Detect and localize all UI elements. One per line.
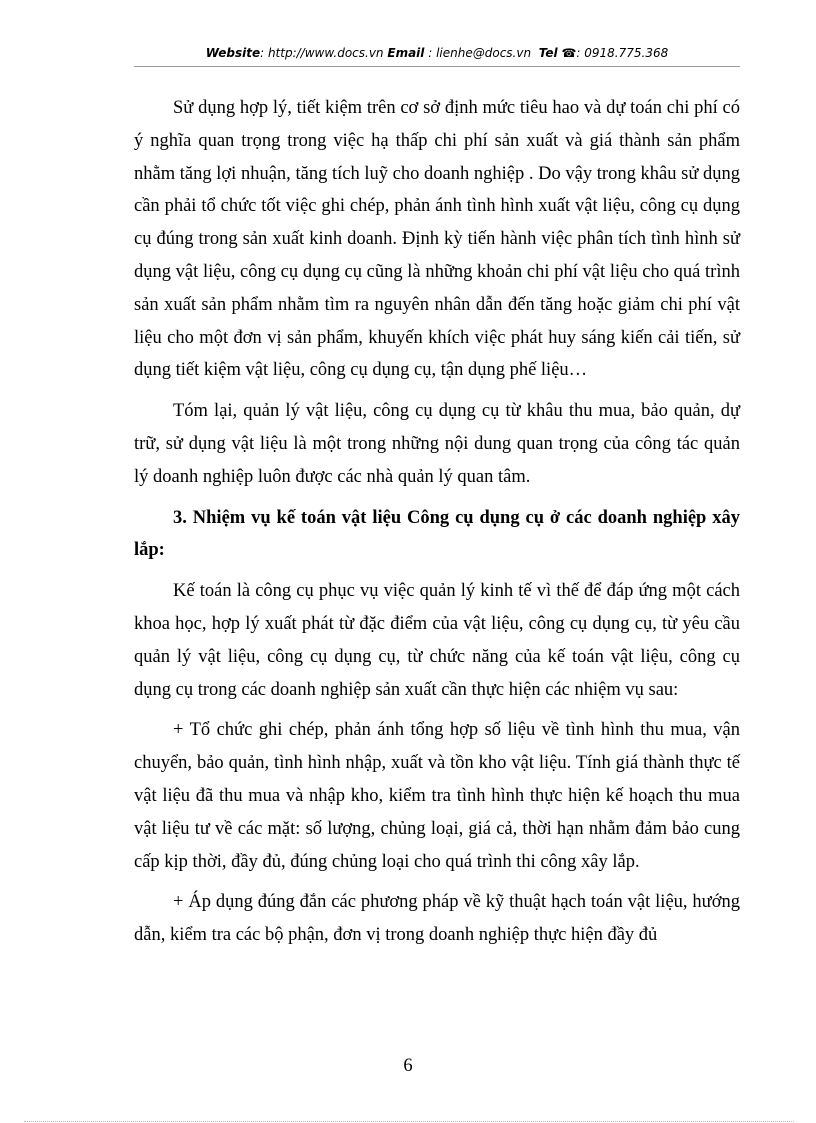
- email-value: : lienhe@docs.vn: [428, 46, 532, 60]
- paragraph: Tóm lại, quản lý vật liệu, công cụ dụng cụ từ khâu thu mua, bảo quản, dự trữ, sử dụng vật liệu là một trong những nội dung quan trọng của công tác quản lý doanh nghiệp luôn được các nhà quản lý quan tâm.: [134, 401, 740, 487]
- footer-divider: [24, 1121, 794, 1122]
- paragraph: + Tổ chức ghi chép, phản ánh tổng hợp số liệu về tình hình thu mua, vận chuyển, bảo quản, tình hình nhập, xuất và tồn kho vật liệu. Tính giá thành thực tế vật liệu đã thu mua và nhập kho, kiểm tra tình hình thực hiện kế hoạch thu mua vật liệu tư về các mặt: số lượng, chủng loại, giá cả, thời hạn nhằm đảm bảo cung cấp kịp thời, đầy đủ, đúng chủng loại cho quá trình thi công xây lắp.: [134, 720, 740, 872]
- paragraph: Sử dụng hợp lý, tiết kiệm trên cơ sở định mức tiêu hao và dự toán chi phí có ý nghĩa quan trọng trong việc hạ thấp chi phí sản xuất và giá thành sản phẩm nhằm tăng lợi nhuận, tăng tích luỹ cho doanh nghiệp . Do vậy trong khâu sử dụng cần phải tổ chức tốt việc ghi chép, phản ánh tình hình xuất vật liệu, công cụ dụng cụ đúng trong sản xuất kinh doanh. Định kỳ tiến hành việc phân tích tình hình sử dụng vật liệu, công cụ dụng cụ cũng là những khoản chi phí vật liệu cho quá trình sản xuất sản phẩm nhằm tìm ra nguyên nhân dẫn đến tăng hoặc giảm chi phí vật liệu cho một đơn vị sản phẩm, khuyến khích việc phát huy sáng kiến cải tiến, sử dụng tiết kiệm vật liệu, công cụ dụng cụ, tận dụng phế liệu…: [134, 98, 740, 381]
- page-number: 6: [403, 1056, 413, 1076]
- website-label: Website: [205, 46, 261, 60]
- header-divider: [134, 66, 740, 67]
- section-heading: 3. Nhiệm vụ kế toán vật liệu Công cụ dụng cụ ở các doanh nghiệp xây lắp:: [134, 507, 740, 561]
- page-header: [134, 46, 740, 60]
- website-value: : http://www.docs.vn: [260, 46, 384, 60]
- tel-value: : 0918.775.368: [576, 46, 669, 60]
- email-label: Email: [387, 46, 425, 60]
- tel-label: Tel: [538, 46, 558, 60]
- paragraph: + Áp dụng đúng đắn các phương pháp về kỹ thuật hạch toán vật liệu, hướng dẫn, kiểm tra các bộ phận, đơn vị trong doanh nghiệp thực hiện đầy đủ: [134, 892, 740, 946]
- phone-icon: ☎: [561, 46, 577, 60]
- paragraph: Kế toán là công cụ phục vụ việc quản lý kinh tế vì thế để đáp ứng một cách khoa học, hợp lý xuất phát từ đặc điểm của vật liệu, công cụ dụng cụ, từ yêu cầu quản lý vật liệu, công cụ dụng cụ, từ chức năng của kế toán vật liệu, công cụ dụng cụ trong các doanh nghiệp sản xuất cần thực hiện các nhiệm vụ sau:: [134, 581, 740, 700]
- document-body: [134, 92, 740, 960]
